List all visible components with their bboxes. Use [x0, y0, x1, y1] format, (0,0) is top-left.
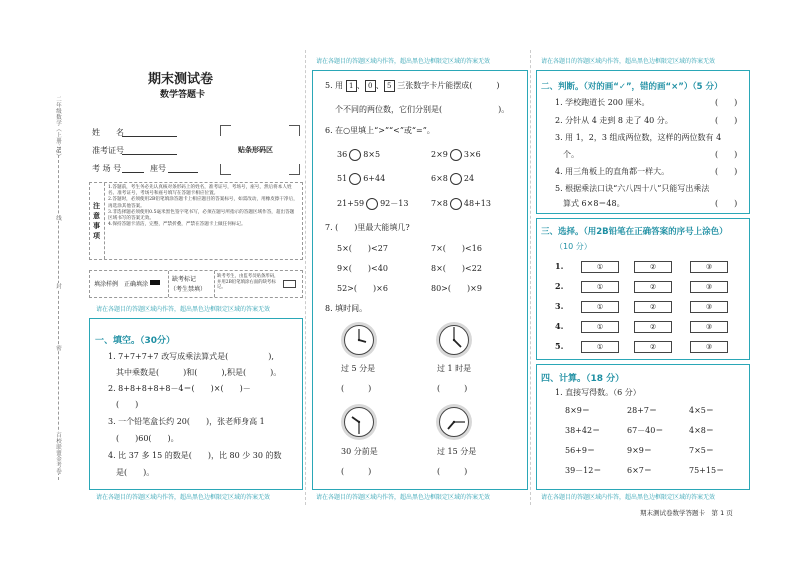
side-brand: 百校联盟金考卷: [55, 432, 61, 474]
choice-option[interactable]: ②: [634, 341, 672, 353]
clock-label: 过 15 分是: [437, 447, 477, 456]
clock-icon: [435, 321, 473, 359]
clock-label: 过 1 时是: [437, 364, 472, 373]
q8-title: 8. 填时间。: [325, 304, 368, 313]
choice-option[interactable]: ①: [581, 341, 619, 353]
note-item: 2.答题时，必须使用2B铅笔填涂答题卡上相应题目的答案标号，如需改动，用橡皮擦干净后，再选涂其他答案。: [108, 197, 298, 209]
notes-label: 注意事项: [93, 201, 100, 240]
absent-note: 缺考考生，由监考员贴条形码，并用2B铅笔填涂右面的缺考标记。: [217, 274, 279, 291]
q3-line2: ( )60( )。: [116, 434, 179, 443]
fill-max-item: 9×( )<40: [337, 264, 388, 273]
calc-item: 75+15＝: [689, 466, 725, 475]
name-field[interactable]: [122, 136, 177, 137]
calc-subtitle: 1. 直接写得数。（6 分）: [555, 388, 641, 397]
q4-line1: 4. 比 37 多 15 的数是( )，比 80 少 30 的数: [108, 451, 282, 460]
fill-max-item: 8×( )<22: [431, 264, 482, 273]
calc-item: 6×7＝: [627, 466, 652, 475]
room-label: 考 场 号: [92, 164, 122, 173]
calc-item: 28+7＝: [627, 406, 657, 415]
judge-item: 1. 学校跑道长 200 厘米。: [555, 98, 650, 107]
warning-text: 请在各题目的答题区域内作答，超出黑色边框限定区域的答案无效: [541, 58, 716, 65]
calc-item: 39－12＝: [565, 466, 602, 475]
choice-option[interactable]: ②: [634, 301, 672, 313]
absent-mark-box[interactable]: [283, 280, 296, 288]
judge-item-cont: 算式 6×8＝48。: [563, 199, 625, 208]
choice-option[interactable]: ③: [690, 301, 728, 313]
calc-item: 9×9＝: [627, 446, 652, 455]
note-item: 3.非选择题必须使用0.5毫米黑色签字笔书写，必须在题号所指示的答题区域作答，超出答题区域书写的答案无效。: [108, 209, 295, 222]
section2-title: 二、判断。（对的画“✓”，错的画“×”）（5 分）: [541, 82, 723, 92]
choice-option[interactable]: ②: [634, 281, 672, 293]
barcode-area: [220, 125, 300, 175]
fill-max-item: 5×( )<27: [337, 244, 388, 253]
compare-item: 51 6+44: [337, 174, 386, 183]
q4-line2: 是( )。: [116, 468, 155, 477]
calc-item: 7×5＝: [689, 446, 714, 455]
calc-item: 56+9＝: [565, 446, 595, 455]
clock-icon: [435, 403, 473, 441]
page-subtitle: 数学答题卡: [160, 90, 206, 100]
barcode-label: 贴条形码区: [238, 145, 273, 154]
choice-num: 1.: [555, 261, 564, 271]
name-label: 姓 名: [92, 128, 124, 137]
compare-circle[interactable]: [366, 198, 378, 210]
q2-line1: 2. 8+8+8+8+8－4＝( )×( )－: [108, 384, 251, 393]
page-footer: 期末测试卷数学答题卡 第 1 页: [640, 509, 733, 517]
side-grade-label: 二年级数学（上册·RJ）: [55, 96, 61, 160]
calc-item: 38+42＝: [565, 426, 601, 435]
q6-title: 6. 在○里填上“>”“<”或“=”。: [325, 126, 435, 135]
fill-example-label: 填涂样例: [94, 281, 119, 288]
id-label: 准考证号: [92, 146, 124, 155]
choice-option[interactable]: ①: [581, 301, 619, 313]
fill-example-box: [89, 270, 303, 298]
q1-line2: 其中乘数是( )和( ),积是( )。: [116, 368, 282, 377]
warning-text: 请在各题目的答题区域内作答，超出黑色边框限定区域的答案无效: [316, 58, 491, 65]
notes-text: [108, 185, 298, 228]
section3-title: 三、选择。（用2B铅笔在正确答案的序号上涂色）: [541, 227, 728, 237]
choice-option[interactable]: ③: [690, 321, 728, 333]
q7-title: 7. ( )里最大能填几?: [325, 223, 410, 232]
side-mark-seal: 封: [55, 283, 61, 289]
choice-option[interactable]: ③: [690, 261, 728, 273]
choice-num: 3.: [555, 301, 564, 311]
notes-box: [89, 182, 303, 260]
clock-answer[interactable]: ( ): [341, 467, 372, 476]
note-item: 1.答题前，考生务必先认真核对条形码上的姓名，准考证号，考场号，座号，然后将本人姓名、准考证号，考场号和座号填写在答题卡相应位置。: [108, 185, 292, 197]
choice-num: 4.: [555, 321, 564, 331]
judge-item: 4. 用三角板上的直角都一样大。: [555, 167, 670, 176]
section1-panel: [89, 318, 303, 490]
choice-option[interactable]: ③: [690, 281, 728, 293]
q5-line1: 5. 用 1 、 0 、 5 三张数字卡片能摆成( ): [325, 81, 500, 90]
fill-max-item: 7×( )<16: [431, 244, 482, 253]
compare-item: 36 8×5: [337, 150, 381, 159]
compare-item: 7×8 48+13: [431, 199, 491, 208]
side-mark-secret: 密: [55, 345, 61, 351]
fill-sample-mark: [150, 280, 160, 285]
judge-answer[interactable]: ( ): [715, 98, 738, 107]
fill-correct-label: 正确填涂: [124, 281, 149, 288]
compare-circle[interactable]: [450, 198, 462, 210]
warning-text: 请在各题目的答题区域内作答，超出黑色边框限定区域的答案无效: [541, 494, 716, 501]
compare-item: 6×8 24: [431, 174, 475, 183]
section-col2-panel: [312, 70, 528, 490]
note-item: 4.保持答题卡清洁，完整，严禁折叠，严禁在答题卡上做任何标记。: [108, 222, 246, 228]
clock-answer[interactable]: ( ): [341, 384, 372, 393]
judge-item-cont: 个。: [563, 150, 579, 159]
compare-circle[interactable]: [450, 149, 462, 161]
binding-line: [58, 150, 59, 480]
id-field[interactable]: [122, 154, 177, 155]
calc-item: 4×5＝: [689, 406, 714, 415]
calc-item: 67－40＝: [627, 426, 664, 435]
section4-title: 四、计算。（18 分）: [541, 374, 625, 384]
q1-line1: 1. 7+7+7+7 改写成乘法算式是( ),: [108, 352, 274, 361]
digit-card: 5: [384, 80, 395, 92]
digit-card: 1: [346, 80, 357, 92]
warning-text: 请在各题目的答题区域内作答，超出黑色边框限定区域的答案无效: [96, 306, 271, 313]
compare-circle[interactable]: [349, 173, 361, 185]
side-mark-line: 线: [55, 215, 61, 221]
digit-card: 0: [365, 80, 376, 92]
choice-option[interactable]: ①: [581, 321, 619, 333]
compare-circle[interactable]: [349, 149, 361, 161]
judge-answer[interactable]: ( ): [715, 150, 738, 159]
section3-panel: [536, 218, 750, 360]
judge-item: 5. 根据乘法口诀“六八四十八”只能写出乘法: [555, 184, 710, 193]
calc-item: 4×8＝: [689, 426, 714, 435]
q5-line2: 个不同的两位数，它们分别是( )。: [335, 105, 510, 114]
section1-title: 一、填空。（30分）: [95, 336, 176, 346]
judge-item: 3. 用 1，2，3 组成两位数，这样的两位数有 4: [555, 133, 722, 142]
section3-score: （10 分）: [555, 242, 592, 251]
judge-answer[interactable]: ( ): [715, 199, 738, 208]
clock-label: 30 分前是: [341, 447, 378, 456]
fill-max-item: 52>( )×6: [337, 284, 388, 293]
clock-icon: [340, 321, 378, 359]
compare-item: 2×9 3×6: [431, 150, 481, 159]
warning-text: 请在各题目的答题区域内作答，超出黑色边框限定区域的答案无效: [96, 494, 271, 501]
choice-option[interactable]: ①: [581, 261, 619, 273]
clock-answer[interactable]: ( ): [437, 467, 468, 476]
judge-answer[interactable]: ( ): [715, 167, 738, 176]
clock-answer[interactable]: ( ): [437, 384, 468, 393]
clock-label: 过 5 分是: [341, 364, 376, 373]
seat-field[interactable]: [168, 172, 198, 173]
absent-sub: （考生禁填）: [170, 286, 207, 293]
clock-icon: [340, 403, 378, 441]
choice-option[interactable]: ②: [634, 321, 672, 333]
calc-item: 8×9＝: [565, 406, 590, 415]
compare-circle[interactable]: [450, 173, 462, 185]
q2-line2: ( ): [116, 400, 139, 409]
choice-num: 2.: [555, 281, 564, 291]
absent-label: 缺考标记: [172, 276, 197, 283]
choice-option[interactable]: ①: [581, 281, 619, 293]
room-field[interactable]: [122, 172, 144, 173]
fill-max-item: 80>( )×9: [431, 284, 482, 293]
choice-option[interactable]: ②: [634, 261, 672, 273]
warning-text: 请在各题目的答题区域内作答，超出黑色边框限定区域的答案无效: [316, 494, 491, 501]
page-title: 期末测试卷: [148, 72, 214, 87]
choice-num: 5.: [555, 341, 564, 351]
choice-option[interactable]: ③: [690, 341, 728, 353]
seat-label: 座号: [150, 164, 166, 173]
section2-panel: [536, 70, 750, 214]
judge-answer[interactable]: ( ): [715, 116, 738, 125]
q3-line1: 3. 一个铅笔盒长约 20( )，张老师身高 1: [108, 417, 265, 426]
judge-item: 2. 分针从 4 走到 8 走了 40 分。: [555, 116, 673, 125]
compare-item: 21+59 92－13: [337, 199, 409, 208]
section4-panel: [536, 364, 750, 490]
